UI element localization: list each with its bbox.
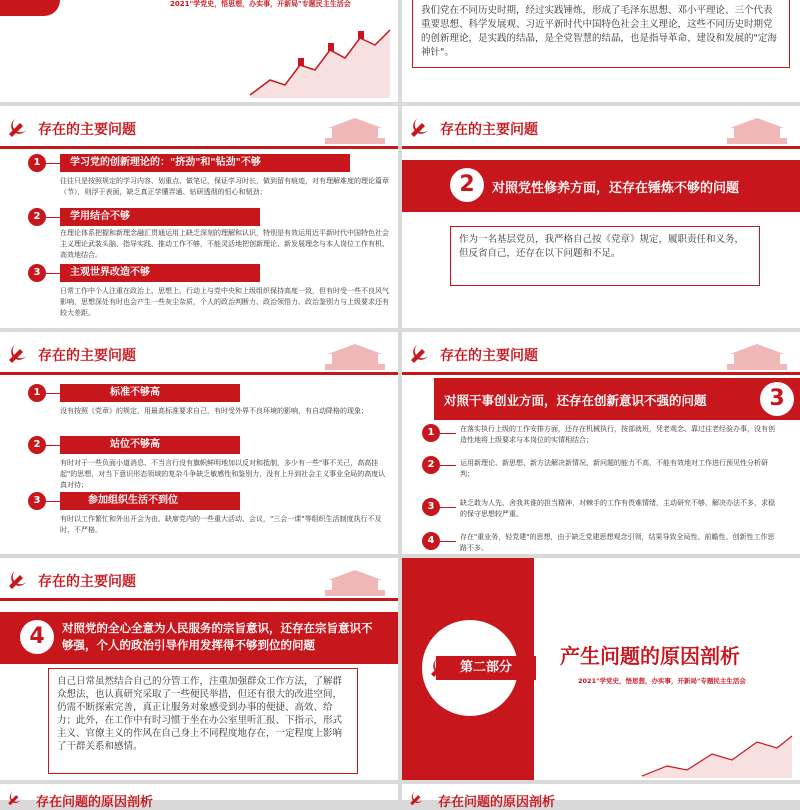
item-number: 3 — [422, 498, 440, 516]
slide-header — [0, 106, 398, 148]
slide-problems-party-spirit — [402, 106, 800, 328]
tiananmen-gate-icon — [722, 336, 792, 372]
item-number: 1 — [28, 384, 46, 402]
tiananmen-gate-icon — [722, 110, 792, 146]
item-body: 缺乏敢为人先、舍我其谁的担当精神，对棘手的工作有畏难情绪，主动研究不够，解决办法不多，求稳的保守思想较严重。 — [460, 499, 775, 518]
red-corner — [0, 0, 60, 16]
heading-text: 对照党性修养方面，还存在锤炼不够的问题 — [492, 181, 740, 196]
item-number: 2 — [28, 436, 46, 454]
slide-header — [402, 106, 800, 148]
heading-band — [434, 378, 800, 420]
body-box — [450, 226, 760, 286]
slide-header — [0, 332, 398, 374]
party-emblem-icon — [408, 342, 430, 364]
item-body: 没有按照《党章》的规定，用最高标准要求自己，有时受外界不良环境的影响，有自动降格的现象； — [60, 407, 368, 415]
item-body: 日常工作中个人注重在政治上、思想上、行动上与党中央和上级组织保持高度一致，但有时受一些不良风气影响，思想深处有时也会产生一些灰尘杂质，个人的政治判断力、政治领悟力、政治鉴别力与上级要求还有较大差距。 — [60, 287, 389, 317]
section-title: 存在的主要问题 — [38, 348, 136, 364]
part-label: 第二部分 — [436, 656, 536, 680]
item-heading: 站位不够高 — [60, 436, 240, 454]
slide-problems-theory — [0, 106, 398, 328]
item-heading: 参加组织生活不到位 — [60, 492, 240, 510]
slide-header — [402, 332, 800, 374]
item-heading: 学用结合不够 — [60, 208, 260, 226]
bottom-title: 存在问题的原因剖析 — [438, 795, 556, 810]
tiananmen-gate-icon — [320, 562, 390, 598]
body-box — [48, 668, 358, 774]
section-title: 存在的主要问题 — [440, 348, 538, 364]
heading-text: 对照党的全心全意为人民服务的宗旨意识，还存在宗旨意识不够强，个人的政治引导作用发挥得不够到位的问题 — [62, 621, 373, 652]
history-paragraph: 我们党在不同历史时期，经过实践锤炼，形成了毛泽东思想、邓小平理论、三个代表重要思想、科学发展观、习近平新时代中国特色社会主义理论，这些不同历史时期党的创新理论，是实践的结晶，是全党智慧的结晶，也是指导革命、建设和发展的"定海神针"。 — [421, 5, 777, 58]
heading-band — [0, 612, 398, 664]
cover-subtitle: 2021"学党史，悟思想，办实事，开新局"专题民主生活会 — [170, 0, 351, 8]
item-number: 3 — [28, 492, 46, 510]
item-body: 运用新理论、新思想、新方法解决新情况、新问题的能力不高，不能有效地对工作进行预见性分析研判； — [460, 459, 768, 478]
item-body: 在理论体系把握和新理念融汇贯通运用上缺乏深刻的理解和认识，特别是有效运用近平新时代中国特色社会主义理论武装头脑、指导实践、推动工作不够，不能灵活地把创新理论、新发展理念与本人岗位工作有机、高效地结合。 — [60, 229, 389, 259]
slide-problems-standards — [0, 332, 398, 554]
item-number: 2 — [422, 456, 440, 474]
bottom-title: 存在问题的原因剖析 — [36, 795, 154, 810]
heading-number: 4 — [20, 620, 54, 654]
slide-top-left — [0, 0, 398, 102]
great-wall-icon — [642, 728, 792, 778]
item-number: 1 — [28, 154, 46, 172]
item-body: 有时对于一些负面小道消息、不当言行没有旗帜鲜明地加以反对和抵制，多少有一些"事不关己，高高挂起"的思想，对当下意识形态领域的复杂斗争缺乏敏感性和鉴别力，没有上升到社会主义事业全局的高度认真对待； — [60, 459, 386, 489]
item-heading: 学习党的创新理论的："挤劲"和"钻劲"不够 — [60, 154, 350, 172]
item-number: 3 — [28, 264, 46, 282]
item-body: 在落实执行上级的工作安排方面，还存在机械执行，按部就班，凭老观念、靠过往老经验办事，没有创造性地将上级要求与本岗位的实情相结合； — [460, 425, 775, 444]
slide-top-right — [402, 0, 800, 102]
slide-bottom-left — [0, 784, 398, 810]
heading-number: 3 — [760, 382, 794, 416]
party-emblem-icon — [408, 116, 430, 138]
tiananmen-gate-icon — [320, 336, 390, 372]
slide-part-two-cover — [402, 558, 800, 780]
history-paragraph-box — [412, 0, 790, 68]
slide-problems-innovation — [402, 332, 800, 554]
part-title: 产生问题的原因剖析 — [560, 644, 740, 668]
heading-text: 对照干事创业方面，还存在创新意识不强的问题 — [444, 393, 707, 408]
section-title: 存在的主要问题 — [38, 122, 136, 138]
slide-problems-purpose — [0, 558, 398, 780]
party-emblem-icon — [6, 342, 28, 364]
item-number: 2 — [28, 208, 46, 226]
item-heading: 标准不够高 — [60, 384, 240, 402]
great-wall-icon — [250, 20, 390, 98]
party-emblem-icon — [6, 116, 28, 138]
body-text: 自己日常虽然结合自己的分管工作，注重加强群众工作方法，了解群众想法，也认真研究采取了一些便民举措，但还有很大的改进空间，仍需不断探索完善，真正让服务对象感受到办事的便捷、高效、给力；此外，在工作中有时习惯于坐在办公室里听汇报、下指示，形式主义、官僚主义的作风在自己身上不同程度地存在，一定程度上影响了干群关系和感情。 — [57, 676, 343, 752]
tiananmen-gate-icon — [320, 110, 390, 146]
item-number: 1 — [422, 424, 440, 442]
item-number: 4 — [422, 532, 440, 550]
slide-bottom-right — [402, 784, 800, 810]
party-emblem-icon — [408, 790, 424, 806]
item-body: 往往只是按照规定的学习内容、划重点、做笔记，保证学习时长，做到留有痕迹，对有理解难度的理论篇章（节），则浮于表面，缺乏真正学懂弄通、钻研透彻的恒心和韧劲； — [60, 177, 389, 196]
part-subtitle: 2021"学党史，悟思想，办实事，开新局"专题民主生活会 — [578, 677, 746, 685]
slide-header — [0, 558, 398, 600]
section-title: 存在的主要问题 — [440, 122, 538, 138]
item-body: 有时以工作繁忙和外出开会为由，缺席党内的一些重大活动、会议，"三会一课"等组织生活制度执行不及时、不严格。 — [60, 515, 382, 534]
party-emblem-icon — [6, 790, 22, 806]
section-title: 存在的主要问题 — [38, 574, 136, 590]
heading-number: 2 — [450, 168, 484, 202]
body-text: 作为一名基层党员，我严格自己按《党章》规定，履职责任和义务，但反省自己，还存在以下问题和不足。 — [459, 234, 745, 259]
item-heading: 主观世界改造不够 — [60, 264, 260, 282]
party-emblem-icon — [6, 568, 28, 590]
heading-band — [402, 160, 800, 212]
item-body: 存在"重业务，轻党建"的思想，由于缺乏党建思想观念引领，结果导致全局性、前瞻性、创新性工作思路不多。 — [460, 533, 775, 552]
